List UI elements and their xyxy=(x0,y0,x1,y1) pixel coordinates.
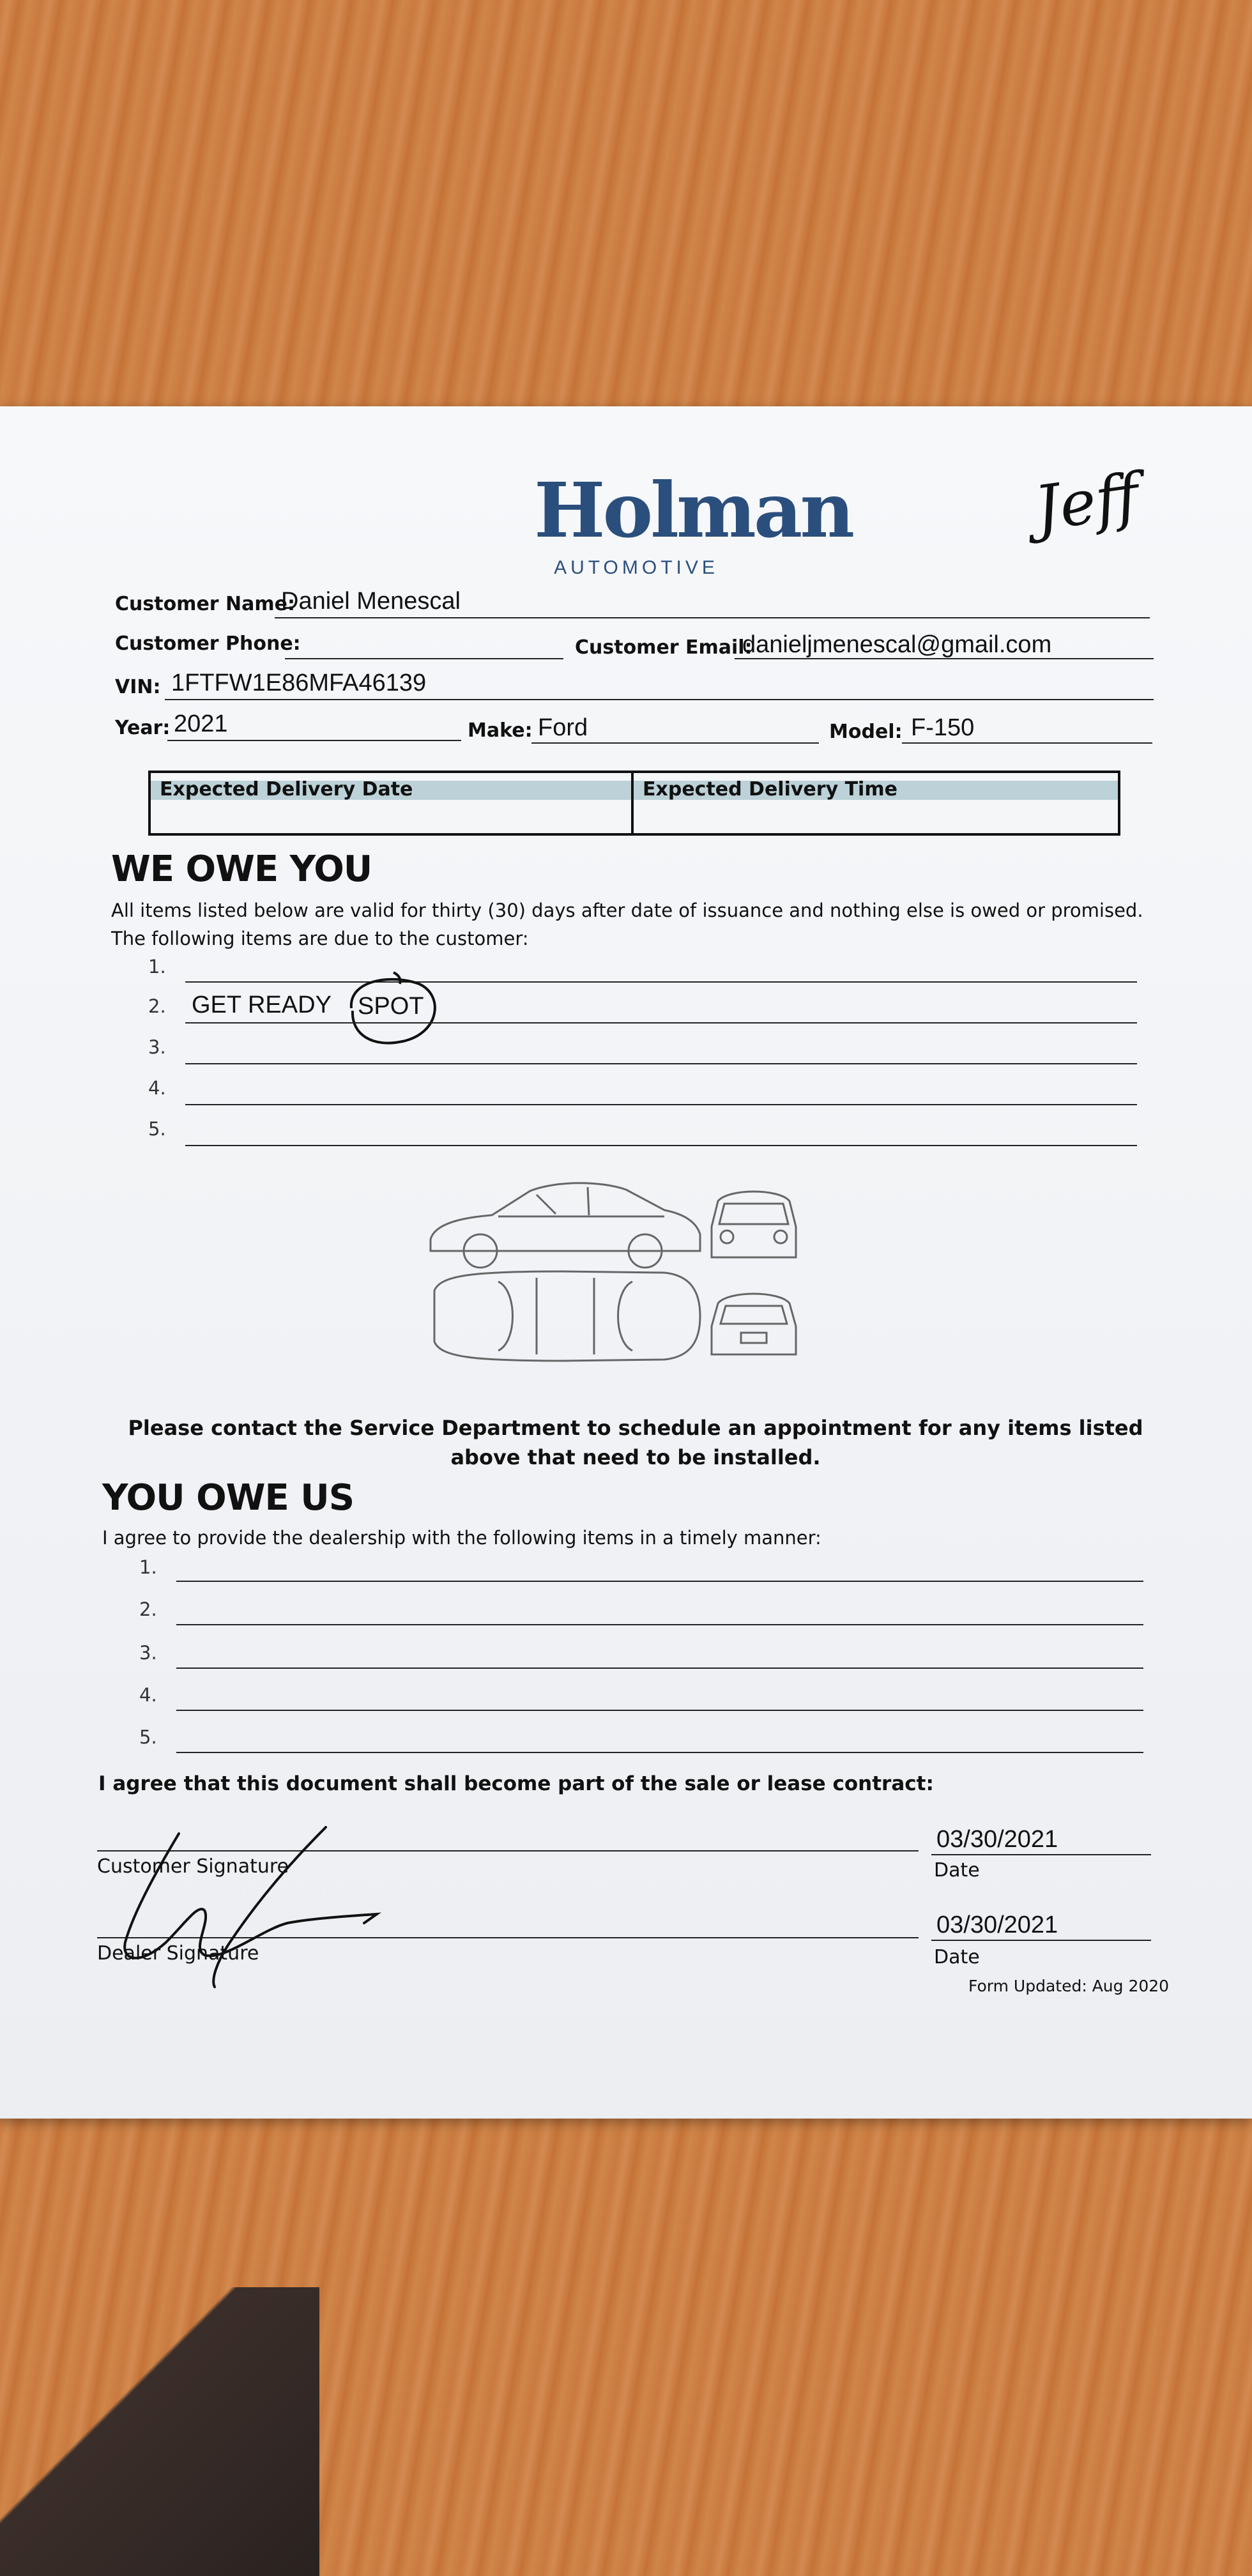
form-updated-note: Form Updated: Aug 2020 xyxy=(968,1977,1170,1995)
we-owe-due-text: The following items are due to the customer: xyxy=(111,928,529,949)
we-owe-item-4-number: 4. xyxy=(148,1077,166,1099)
year-label: Year: xyxy=(115,717,171,739)
you-owe-item-2-line xyxy=(176,1624,1143,1625)
customer-date-line xyxy=(931,1854,1151,1855)
holman-logo: Holman xyxy=(534,466,853,555)
year-line xyxy=(167,740,461,741)
model-line xyxy=(902,742,1152,744)
we-owe-item-2-text: GET READY xyxy=(192,992,332,1018)
dark-corner-object xyxy=(0,2287,319,2576)
customer-name-label: Customer Name: xyxy=(115,593,295,615)
you-owe-item-2-number: 2. xyxy=(139,1598,157,1620)
agreement-statement: I agree that this document shall become part of the sale or lease contract: xyxy=(98,1772,934,1795)
delivery-time-label: Expected Delivery Time xyxy=(643,778,897,801)
you-owe-item-3-number: 3. xyxy=(139,1642,157,1664)
customer-signature-date-value: 03/30/2021 xyxy=(936,1826,1058,1853)
service-department-note: Please contact the Service Department to schedule an appointment for any items listed above that need to be installed. xyxy=(128,1416,1143,1469)
you-owe-item-3-line xyxy=(176,1667,1143,1669)
dealer-date-label: Date xyxy=(934,1946,980,1968)
we-owe-you-heading: WE OWE YOU xyxy=(111,848,372,890)
you-owe-us-heading: YOU OWE US xyxy=(102,1477,355,1519)
handwritten-dealer-signature xyxy=(96,1814,390,1993)
year-value: 2021 xyxy=(174,710,228,737)
delivery-table xyxy=(148,770,1120,836)
you-owe-item-4-line xyxy=(176,1710,1143,1711)
customer-phone-label: Customer Phone: xyxy=(115,632,301,655)
we-owe-item-2-circled-text: SPOT xyxy=(358,993,424,1020)
you-owe-intro-text: I agree to provide the dealership with the following items in a timely manner: xyxy=(102,1527,821,1549)
customer-email-label: Customer Email: xyxy=(575,636,752,659)
customer-phone-line xyxy=(285,658,563,659)
we-owe-item-5-line xyxy=(185,1145,1137,1146)
you-owe-item-1-number: 1. xyxy=(139,1556,157,1578)
we-owe-validity-text: All items listed below are valid for thirty (30) days after date of issuance and nothing else is owed or promised. xyxy=(111,900,1143,921)
you-owe-item-5-line xyxy=(176,1752,1143,1753)
we-owe-item-5-number: 5. xyxy=(148,1118,166,1140)
holman-logo-subtitle: AUTOMOTIVE xyxy=(554,557,719,578)
make-label: Make: xyxy=(468,719,533,742)
you-owe-item-4-number: 4. xyxy=(139,1684,157,1706)
customer-email-value: danieljmenescal@gmail.com xyxy=(742,631,1052,658)
we-owe-item-3-line xyxy=(185,1063,1137,1064)
vin-value: 1FTFW1E86MFA46139 xyxy=(171,670,427,696)
dealer-date-line xyxy=(931,1940,1151,1941)
dealer-signature-date-value: 03/30/2021 xyxy=(936,1912,1058,1938)
we-owe-item-1-number: 1. xyxy=(148,956,166,977)
vehicle-damage-diagram xyxy=(422,1163,843,1374)
delivery-date-label: Expected Delivery Date xyxy=(160,778,413,801)
make-value: Ford xyxy=(538,714,588,741)
customer-name-line xyxy=(275,617,1150,618)
vin-label: VIN: xyxy=(115,676,161,698)
dealer-signature-label: Dealer Signature xyxy=(97,1942,259,1965)
customer-signature-label: Customer Signature xyxy=(97,1855,289,1878)
model-value: F-150 xyxy=(911,714,975,741)
delivery-date-cell xyxy=(151,773,634,833)
handwritten-circle-mark xyxy=(332,958,447,1054)
customer-email-line xyxy=(735,658,1154,659)
delivery-time-cell xyxy=(634,773,1118,833)
you-owe-item-1-line xyxy=(176,1581,1143,1582)
we-owe-item-1-line xyxy=(185,981,1137,983)
customer-name-value: Daniel Menescal xyxy=(281,588,461,615)
we-owe-item-2-number: 2. xyxy=(148,995,166,1017)
we-owe-item-2-line xyxy=(185,1022,1137,1023)
we-owe-item-4-line xyxy=(185,1104,1137,1105)
we-owe-item-3-number: 3. xyxy=(148,1036,166,1058)
handwritten-corner-note: Jeff xyxy=(1030,459,1144,545)
model-label: Model: xyxy=(829,721,903,743)
make-line xyxy=(531,742,819,744)
customer-date-label: Date xyxy=(934,1859,980,1882)
you-owe-item-5-number: 5. xyxy=(139,1726,157,1748)
vin-line xyxy=(165,699,1154,700)
